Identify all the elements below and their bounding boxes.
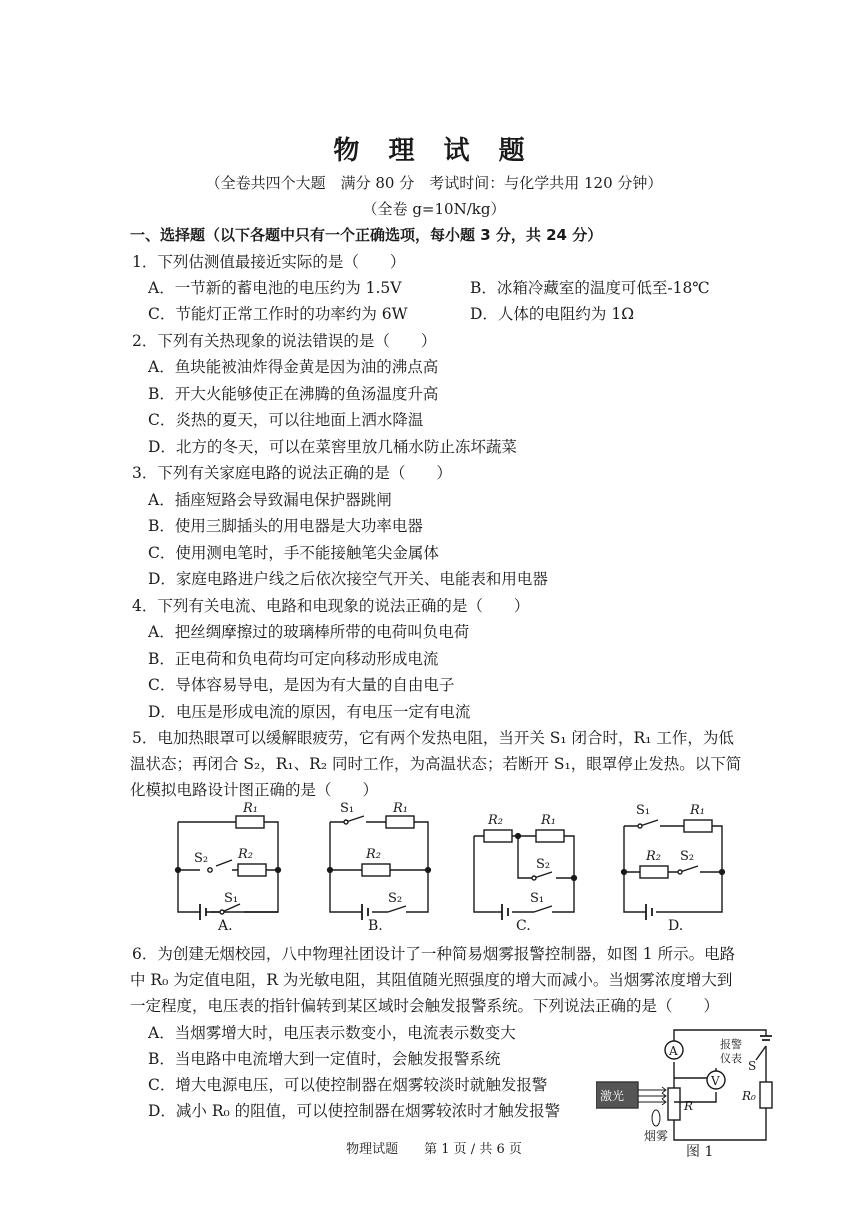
q6-option-c: C．增大电源电压，可以使控制器在烟雾较淡时就触发报警: [148, 1076, 548, 1094]
label-r2: R₂: [366, 847, 381, 862]
figure-caption: 图 1: [686, 1144, 714, 1160]
label-s1: S₁: [224, 891, 239, 906]
label-s1: S₁: [340, 801, 355, 816]
ammeter-icon: A: [669, 1044, 678, 1058]
circuit-d-label: D.: [668, 918, 684, 934]
voltmeter-icon: V: [711, 1074, 720, 1088]
label-r1: R₁: [690, 803, 705, 818]
q6-stem-line1: 6．为创建无烟校园，八中物理社团设计了一种简易烟雾报警控制器，如图 1 所示。电路: [132, 945, 736, 963]
label-r1: R₁: [393, 801, 408, 816]
q2-stem: 2．下列有关热现象的说法错误的是（ ）: [132, 332, 437, 350]
alarm-label-2: 仪表: [720, 1052, 742, 1065]
q3-option-c: C．使用测电笔时，手不能接触笔尖金属体: [148, 544, 439, 562]
q5-stem-line3: 化模拟电路设计图正确的是（ ）: [130, 781, 379, 799]
circuit-d: [622, 803, 725, 920]
q2-option-d: D．北方的冬天，可以在菜窖里放几桶水防止冻坏蔬菜: [148, 438, 517, 456]
label-s2: S₂: [194, 851, 209, 866]
q4-option-d: D．电压是形成电流的原因，有电压一定有电流: [148, 703, 471, 721]
alarm-label-1: 报警: [720, 1038, 742, 1051]
q5-circuit-diagrams: [0, 800, 868, 940]
q1-option-b: B．冰箱冷藏室的温度可低至-18℃: [470, 279, 710, 297]
r0-label: R₀: [742, 1089, 756, 1103]
q2-option-a: A．鱼块能被油炸得金黄是因为油的沸点高: [148, 358, 439, 376]
circuit-c-label: C.: [516, 918, 531, 934]
q6-stem-line2: 中 R₀ 为定值电阻，R 为光敏电阻，其阻值随光照强度的增大而减小。当烟雾浓度增大到: [130, 971, 733, 989]
q1-option-c: C．节能灯正常工作时的功率约为 6W: [148, 305, 408, 323]
q5-stem-line1: 5．电加热眼罩可以缓解眼疲劳，它有两个发热电阻，当开关 S₁ 闭合时，R₁ 工作，为低: [132, 729, 734, 747]
label-s2: S₂: [680, 849, 695, 864]
circuit-b-label: B.: [368, 918, 383, 934]
q4-option-a: A．把丝绸摩擦过的玻璃棒所带的电荷叫负电荷: [148, 623, 470, 641]
q4-option-c: C．导体容易导电，是因为有大量的自由电子: [148, 676, 455, 694]
label-s1: S₁: [636, 803, 651, 818]
q4-option-b: B．正电荷和负电荷均可定向移动形成电流: [148, 650, 439, 668]
label-s1: S₁: [530, 891, 545, 906]
label-r1: R₁: [243, 801, 258, 816]
q1-option-a: A．一节新的蓄电池的电压约为 1.5V: [148, 279, 402, 297]
circuit-a-label: A.: [218, 918, 233, 934]
q5-stem-line2: 温状态；再闭合 S₂，R₁、R₂ 同时工作，为高温状态；若断开 S₁，眼罩停止发热。以下简: [130, 755, 742, 773]
page-footer: 物理试题 第 1 页 / 共 6 页: [346, 1142, 522, 1157]
exam-info: （全卷共四个大题 满分 80 分 考试时间：与化学共用 120 分钟）: [205, 174, 663, 192]
switch-s-label: S: [748, 1059, 757, 1073]
q2-option-c: C．炎热的夏天，可以往地面上洒水降温: [148, 411, 424, 429]
q6-option-b: B．当电路中电流增大到一定值时，会触发报警系统: [148, 1050, 501, 1068]
circuit-c: [474, 813, 576, 920]
laser-label: 激光: [600, 1089, 625, 1103]
label-s2: S₂: [536, 857, 551, 872]
q6-option-a: A．当烟雾增大时，电压表示数变小，电流表示数变大: [148, 1024, 516, 1042]
q6-stem-line3: 一定程度，电压表的指针偏转到某区域时会触发报警系统。下列说法正确的是（ ）: [130, 997, 720, 1015]
q1-stem: 1．下列估测值最接近实际的是（ ）: [132, 253, 406, 271]
label-r2: R₂: [238, 847, 253, 862]
section-heading: 一、选择题（以下各题中只有一个正确选项，每小题 3 分，共 24 分）: [130, 226, 603, 244]
gravity-note: （全卷 g=10N/kg）: [362, 200, 506, 218]
q3-stem: 3．下列有关家庭电路的说法正确的是（ ）: [132, 464, 452, 482]
circuit-a: [176, 801, 281, 920]
r-label: R: [684, 1099, 694, 1113]
q2-option-b: B．开大火能够使正在沸腾的鱼汤温度升高: [148, 385, 439, 403]
q3-option-b: B．使用三脚插头的用电器是大功率电器: [148, 517, 423, 535]
q4-stem: 4．下列有关电流、电路和电现象的说法正确的是（ ）: [132, 597, 530, 615]
q3-option-a: A．插座短路会导致漏电保护器跳闸: [148, 491, 392, 509]
label-r2: R₂: [646, 849, 661, 864]
page-title: 物 理 试 题: [333, 136, 535, 166]
label-r1: R₁: [541, 813, 556, 828]
q6-option-d: D．减小 R₀ 的阻值，可以使控制器在烟雾较浓时才触发报警: [148, 1102, 561, 1120]
q1-option-d: D．人体的电阻约为 1Ω: [470, 305, 635, 323]
q3-option-d: D．家庭电路进户线之后依次接空气开关、电能表和用电器: [148, 570, 548, 588]
label-s2: S₂: [388, 891, 403, 906]
circuit-b: [328, 801, 431, 920]
label-r2: R₂: [488, 813, 503, 828]
smoke-label: 烟雾: [644, 1129, 669, 1143]
